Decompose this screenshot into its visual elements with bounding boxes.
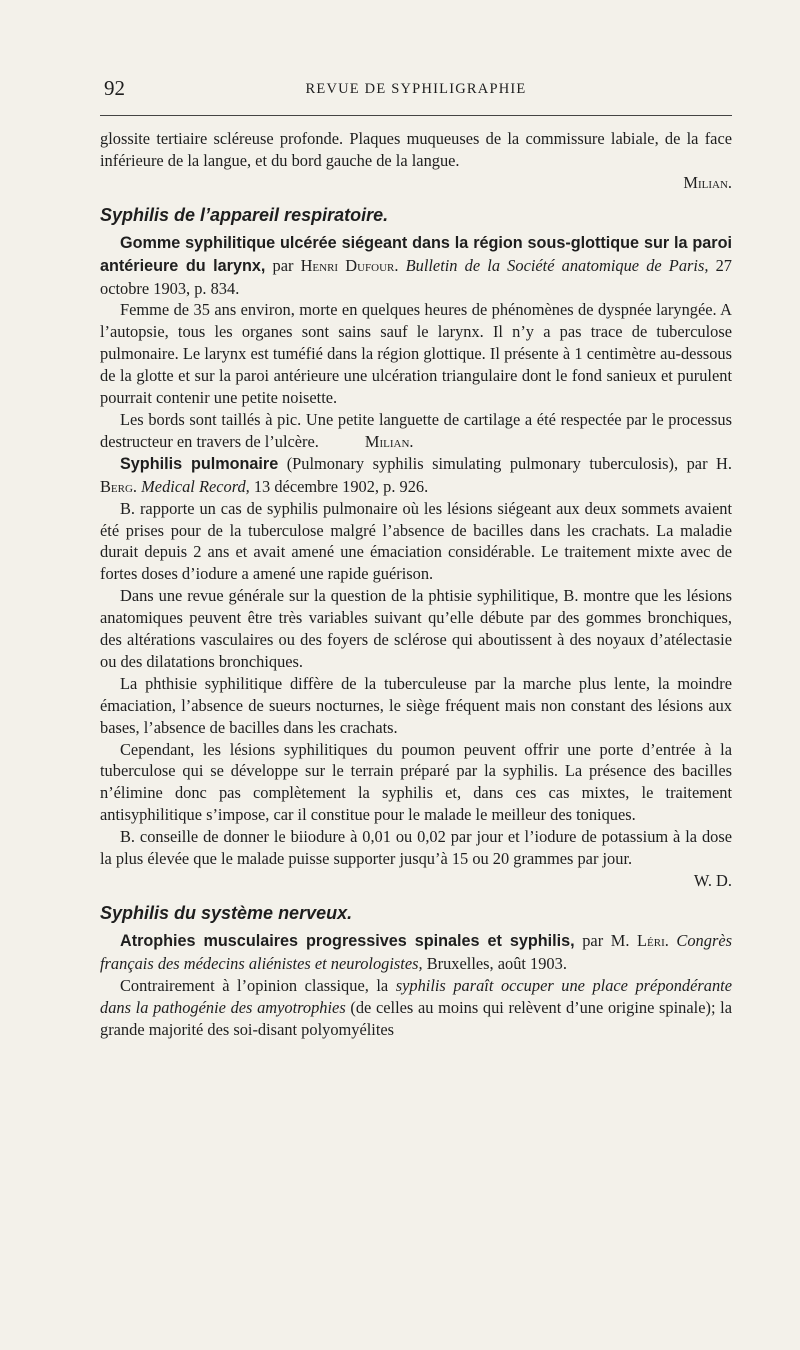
article-title: Syphilis pulmonaire [120, 454, 279, 473]
signature: W. D. [693, 871, 732, 890]
article-author: Henri Dufour. [300, 255, 399, 275]
header-rule [100, 115, 732, 116]
page-header [100, 76, 732, 110]
article-heading [100, 930, 732, 975]
paragraph [100, 975, 732, 1041]
section-heading-respiratory: Syphilis de l’appareil respiratoire. [100, 204, 389, 225]
article-source: Congrès français des médecins aliénistes et neurologistes, [100, 930, 732, 973]
paragraph: Cependant, les lésions syphilitiques du poumon peuvent offrir une porte d’entrée à la tuberculose qui se développe sur le terrain préparé par la syphilis. La présence des bacilles n’élimine donc pas complètement la syphilis et, dans ces cas mixtes, le traitement antisyphilitique s’impose, car il constitue pour le malade le meilleur des toniques. [100, 739, 732, 825]
paragraph-text: (de celles au moins qui relèvent d’une origine spinale); la grande majorité des soi-disant polyomyélites [100, 997, 732, 1039]
page-body [100, 128, 732, 1040]
running-title: REVUE DE SYPHILIGRAPHIE [305, 81, 527, 97]
article-title: Gomme syphilitique ulcérée siégeant dans la région sous-glottique sur la paroi antérieure du larynx, [100, 233, 732, 275]
article-reference: 13 décembre 1902, p. 926. [249, 476, 429, 496]
section-heading-nervous: Syphilis du système nerveux. [100, 902, 353, 923]
paragraph: La phthisie syphilitique diffère de la tuberculeuse par la marche plus lente, la moindre émaciation, l’absence de sueurs nocturnes, le siège fréquent mais non constant des lésions aux bases, l’absence de bacilles dans les crachats. [100, 673, 732, 737]
article-title: Atrophies musculaires progressives spinales et syphilis, [120, 931, 575, 950]
paragraph-text: B. conseille de donner le biiodure à 0,01 ou 0,02 par jour et l’iodure de potassium à la dose la plus élevée que le malade puisse supporter jusqu’à 15 ou 20 grammes par jour. [100, 827, 732, 869]
paragraph-continued [100, 128, 732, 194]
paragraph: B. rapporte un cas de syphilis pulmonaire où les lésions siégeant aux deux sommets avaient été prises pour de la tuberculose malgré l’absence de bacilles dans les crachats. La maladie durait depuis 2 ans et avait amené une émaciation considérable. Le traitement mixte avec de fortes doses d’iodure a amené une rapide guérison. [100, 498, 732, 584]
article-source: Medical Record, [141, 476, 250, 496]
article-source: Bulletin de la Société anatomique de Paris, [405, 255, 709, 275]
page-number: 92 [104, 76, 125, 100]
paragraph: Dans une revue générale sur la question de la phtisie syphilitique, B. montre que les lésions anatomiques peuvent être très variables suivant qu’elle débute par des gommes bronchiques, des altérations vasculaires ou des foyers de sclérose qui aboutissent à des noyaux d’atélectasie ou des dilatations bronchiques. [100, 586, 732, 671]
paragraph-text: glossite tertiaire scléreuse profonde. Plaques muqueuses de la commissure labiale, de la face inférieure de la langue, et du bord gauche de la langue. [100, 129, 732, 170]
paragraph [100, 826, 732, 892]
paragraph-italic: syphilis paraît occuper une place prépondérante dans la pathogénie des amyotrophies [100, 975, 732, 1017]
page [100, 76, 732, 1039]
article-subtitle: (Pulmonary syphilis simulating pulmonary tuberculosis), par H. [278, 453, 732, 473]
paragraph-text: Contrairement à l’opinion classique, la [120, 975, 396, 995]
paragraph: Femme de 35 ans environ, morte en quelques heures de phénomènes de dyspnée laryngée. A l’autopsie, tous les organes sont sains sauf le larynx. Il n’y a pas trace de tuberculose pulmonaire. Le larynx est tuméfié dans la région glottique. Il présente à 1 centimètre au-dessous de la glotte et sur la paroi antérieure une ulcération triangulaire dont le fond sanieux et purulent pourrait contenir une petite noisette. [100, 300, 732, 408]
paragraph-text: Les bords sont taillés à pic. Une petite languette de cartilage a été respectée par le processus destructeur en travers de l’ulcère. [100, 409, 732, 451]
paragraph [100, 409, 732, 453]
article-by: par [265, 255, 301, 275]
article-by: par M. [574, 930, 637, 950]
article-reference: Bruxelles, août 1903. [422, 953, 567, 973]
article-author: Berg. [100, 476, 138, 496]
article-heading [100, 453, 732, 498]
article-author: Léri. [637, 930, 669, 950]
signature: Milian. [683, 172, 732, 192]
article-reference: 27 octobre 1903, p. 834. [100, 255, 732, 298]
article-heading [100, 232, 732, 300]
signature: Milian. [364, 431, 414, 451]
